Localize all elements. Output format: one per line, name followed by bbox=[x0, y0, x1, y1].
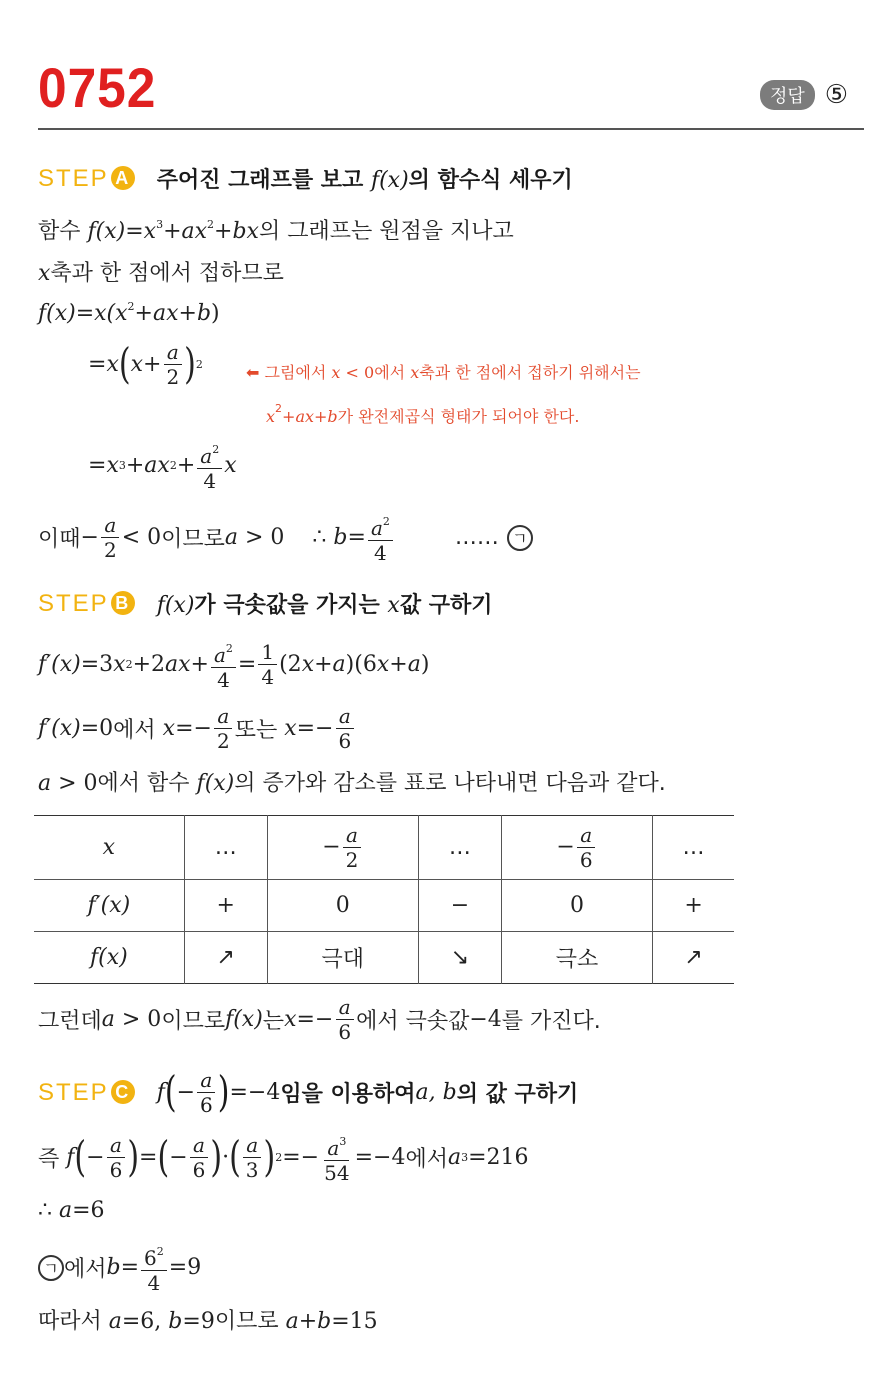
step-b-line-1: f′(x) =3 x 2 +2 ax + $\frac{a^2}{4}$ = $\frac{1}{4}$ (2 x + a )(6 x + a ) bbox=[38, 637, 429, 692]
table-cell: … bbox=[653, 816, 734, 880]
step-a-line-3: $f(x)=x(x^2+ax+b)$ bbox=[38, 300, 220, 326]
table-cell: f(x) bbox=[34, 932, 184, 984]
step-c-line-1: 즉 f ( − $\frac{a}{6}$ ) = ( − $\frac{a}{6}$ ) · ( $\frac{a}{3}$ ) 2 =− $\frac{a^3}{54}$ =−4 에서 a 3 =216 bbox=[38, 1130, 529, 1185]
table-cell: − $\frac{a}{6}$ bbox=[501, 816, 652, 880]
header-divider bbox=[38, 128, 864, 130]
table-cell: − $\frac{a}{2}$ bbox=[267, 816, 418, 880]
step-a-line-2: x축과 한 점에서 접하므로 bbox=[38, 261, 284, 286]
step-a-header: STEP A 주어진 그래프를 보고 f(x)의 함수식 세우기 bbox=[38, 164, 573, 193]
table-cell: f′(x) bbox=[34, 880, 184, 932]
table-cell: + bbox=[653, 880, 734, 932]
step-a-line-5: = x 3 + ax 2 + $\frac{a^2}{4}$ x bbox=[88, 438, 237, 493]
sign-table bbox=[34, 815, 734, 984]
step-a-line-4: = x ( x + $\frac{a}{2}$ ) 2 bbox=[88, 340, 203, 389]
table-cell: ↗ bbox=[184, 932, 267, 984]
step-a-line-6: 이때 − $\frac{a}{2}$ < 0 이므로 a > 0 ∴ b = $\frac{a^2}{4}$ …… ㄱ bbox=[38, 510, 533, 565]
marker-circle: ㄱ bbox=[507, 525, 533, 551]
table-row bbox=[34, 880, 734, 932]
table-cell: x bbox=[34, 816, 184, 880]
step-b-header: STEP B f(x)가 극솟값을 가지는 x값 구하기 bbox=[38, 589, 493, 618]
note-line-2: $x^2+ax+b$가 완전제곱식 형태가 되어야 한다. bbox=[266, 402, 580, 426]
arrow-left-icon: ⬅ bbox=[246, 363, 260, 382]
step-c-line-2: ∴ a=6 bbox=[38, 1198, 105, 1223]
table-cell: − bbox=[418, 880, 501, 932]
marker-circle: ㄱ bbox=[38, 1255, 64, 1281]
table-cell: 0 bbox=[501, 880, 652, 932]
table-cell: … bbox=[418, 816, 501, 880]
table-cell: ↗ bbox=[653, 932, 734, 984]
table-cell: ↘ bbox=[418, 932, 501, 984]
table-header-row bbox=[34, 816, 734, 880]
table-cell: 극대 bbox=[267, 932, 418, 984]
answer-badge: 정답 bbox=[760, 80, 815, 110]
table-cell: + bbox=[184, 880, 267, 932]
note-line-1: ⬅ 그림에서 x < 0에서 x축과 한 점에서 접하기 위해서는 bbox=[246, 363, 641, 382]
problem-number: 0752 bbox=[38, 56, 157, 119]
table-cell: … bbox=[184, 816, 267, 880]
step-b-line-2: f′(x) =0 에서 x =− $\frac{a}{2}$ 또는 x =− $\frac{a}{6}$ bbox=[38, 704, 356, 753]
step-c-line-3: ㄱ 에서 b = $\frac{6^2}{4}$ =9 bbox=[38, 1240, 201, 1295]
step-b-line-3: a > 0에서 함수 f(x)의 증가와 감소를 표로 나타내면 다음과 같다. bbox=[38, 771, 666, 796]
answer-mark: ⑤ bbox=[824, 80, 849, 110]
table-cell: 0 bbox=[267, 880, 418, 932]
table-row bbox=[34, 932, 734, 984]
step-c-header: STEP C f ( − $\frac{a}{6}$ ) =−4 임을 이용하여 a, b 의 값 구하기 bbox=[38, 1068, 579, 1117]
table-cell: 극소 bbox=[501, 932, 652, 984]
step-a-line-1: 함수 $f(x)=x^3+ax^2+bx$의 그래프는 원점을 지나고 bbox=[38, 218, 514, 244]
step-c-line-4: 따라서 a=6, b=9이므로 a+b=15 bbox=[38, 1309, 378, 1334]
step-b-conclusion: 그런데 a > 0 이므로 f(x) 는 x =− $\frac{a}{6}$ 에서 극솟값 −4 를 가진다. bbox=[38, 995, 601, 1044]
